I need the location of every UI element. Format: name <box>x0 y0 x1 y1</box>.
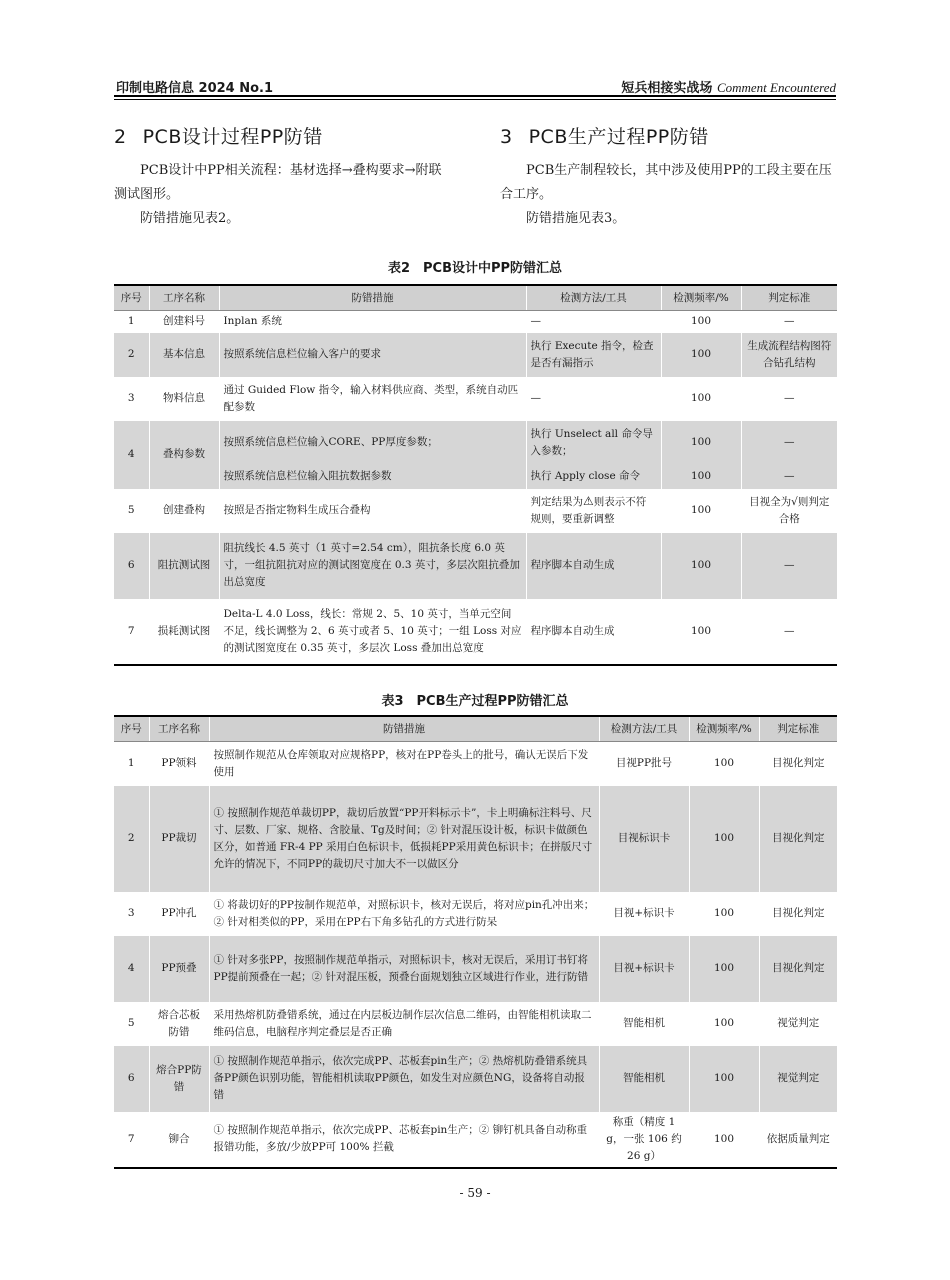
table-3-caption: 表3 PCB生产过程PP防错汇总 <box>381 694 569 709</box>
page-number: - 59 - <box>459 1186 491 1200</box>
table-row: 4 PP预叠 ① 针对多张PP，按照制作规范单指示，对照标识卡，核对无误后，采用订书钉将PP提前预叠在一起；② 针对混压板，预叠台面规划独立区域进行作业，进行防错 目视+标识卡 100 目视化判定 <box>114 936 837 1002</box>
running-header <box>114 74 836 96</box>
col-header: 检测频率/% <box>689 716 759 742</box>
col-header: 判定标准 <box>759 716 837 742</box>
table-row: 4 叠构参数 按照系统信息栏位输入CORE、PP厚度参数； 执行 Unselect all 命令导入参数； 100 — <box>114 421 837 465</box>
table-row: 7 损耗测试图 Delta-L 4.0 Loss，线长：常规 2、5、10 英寸，当单元空间不足，线长调整为 2、6 英寸或者 5、10 英寸；一组 Loss 对应的测试图宽度在 0.35 英寸，多层次 Loss 叠加出总宽度 程序脚本自动生成 100 — <box>114 599 837 665</box>
table-row: 6 阻抗测试图 阻抗线长 4.5 英寸（1 英寸=2.54 cm），阻抗条长度 6.0 英寸，一组抗阻抗对应的测试图宽度在 0.3 英寸，多层次阻抗叠加出总宽度 程序脚本自动生成 100 — <box>114 533 837 599</box>
col-header: 检测频率/% <box>661 285 741 311</box>
section-2-reference: 防错措施见表2。 <box>140 211 240 226</box>
table-row: 1 PP领料 按照制作规范从仓库领取对应规格PP，核对在PP卷头上的批号，确认无误后下发使用 目视PP批号 100 目视化判定 <box>114 742 837 786</box>
section-2-heading: 2 PCB设计过程PP防错 <box>114 126 323 148</box>
table-3 <box>114 715 837 1169</box>
table-row: 7 铆合 ① 按照制作规范单指示，依次完成PP、芯板套pin生产；② 铆钉机具备自动称重报错功能，多放/少放PP可 100% 拦截 称重（精度 1 g，一张 106 约 26 g） 100 依据质量判定 <box>114 1112 837 1168</box>
col-header: 防错措施 <box>219 285 526 311</box>
header-rule <box>114 95 836 97</box>
table-row: 2 基本信息 按照系统信息栏位输入客户的要求 执行 Execute 指令，检查是否有漏指示 100 生成流程结构图符合钻孔结构 <box>114 333 837 377</box>
col-header: 检测方法/工具 <box>526 285 661 311</box>
section-2 <box>114 122 454 231</box>
table-2-caption: 表2 PCB设计中PP防错汇总 <box>387 261 563 276</box>
header-rule-thin <box>114 99 836 100</box>
section-2-paragraph: PCB设计中PP相关流程：基材选择→叠构要求→附联测试图形。 <box>114 163 442 202</box>
table-header-row <box>114 285 837 311</box>
table-row: 3 物料信息 通过 Guided Flow 指令，输入材料供应商、类型，系统自动匹配参数 — 100 — <box>114 377 837 421</box>
col-header: 序号 <box>114 716 149 742</box>
table-row: 1 创建料号 Inplan 系统 — 100 — <box>114 311 837 333</box>
table-row: 按照系统信息栏位输入阻抗数据参数 执行 Apply close 命令 100 — <box>114 465 837 489</box>
table-row: 3 PP冲孔 ① 将裁切好的PP按制作规范单，对照标识卡，核对无误后，将对应pin孔冲出来；② 针对相类似的PP，采用在PP右下角多钻孔的方式进行防呆 目视+标识卡 100 目视化判定 <box>114 892 837 936</box>
col-header: 工序名称 <box>149 716 209 742</box>
table-row: 5 熔合芯板防错 采用热熔机防叠错系统，通过在内层板边制作层次信息二维码，由智能相机读取二维码信息，电脑程序判定叠层是否正确 智能相机 100 视觉判定 <box>114 1002 837 1046</box>
section-3-reference: 防错措施见表3。 <box>526 211 626 226</box>
warning-triangle-icon: ⚠ <box>583 494 594 508</box>
table-row: 5 创建叠构 按照是否指定物料生成压合叠构 判定结果为⚠则表示不符规则，要重新调整 100 目视全为√则判定合格 <box>114 489 837 533</box>
col-header: 检测方法/工具 <box>599 716 689 742</box>
table-row: 2 PP裁切 ① 按照制作规范单裁切PP，裁切后放置“PP开料标示卡”，卡上明确标注料号、尺寸、层数、厂家、规格、含胶量、Tg及时间；② 针对混压设计板，标识卡做颜色区分，如普通 FR-4 PP 采用白色标识卡，低损耗PP采用黄色标识卡；在拼版尺寸允许的情况下，不同PP的裁切尺寸加大不一以做区分 目视标识卡 100 目视化判定 <box>114 786 837 892</box>
section-3-heading: 3 PCB生产过程PP防错 <box>500 126 709 148</box>
col-header: 判定标准 <box>741 285 837 311</box>
table-2 <box>114 284 837 666</box>
col-header: 工序名称 <box>149 285 219 311</box>
table-row: 6 熔合PP防错 ① 按照制作规范单指示，依次完成PP、芯板套pin生产；② 热熔机防叠错系统具备PP颜色识别功能，智能相机读取PP颜色，如发生对应颜色NG，设备将自动报错 智能相机 100 视觉判定 <box>114 1046 837 1112</box>
section-3 <box>500 122 840 231</box>
section-3-paragraph: PCB生产制程较长，其中涉及使用PP的工段主要在压合工序。 <box>500 163 832 202</box>
col-header: 序号 <box>114 285 149 311</box>
column-title: 短兵相接实战场 Comment Encountered <box>621 80 836 96</box>
col-header: 防错措施 <box>209 716 599 742</box>
table-header-row <box>114 716 837 742</box>
journal-title: 印制电路信息 2024 No.1 <box>116 81 274 96</box>
